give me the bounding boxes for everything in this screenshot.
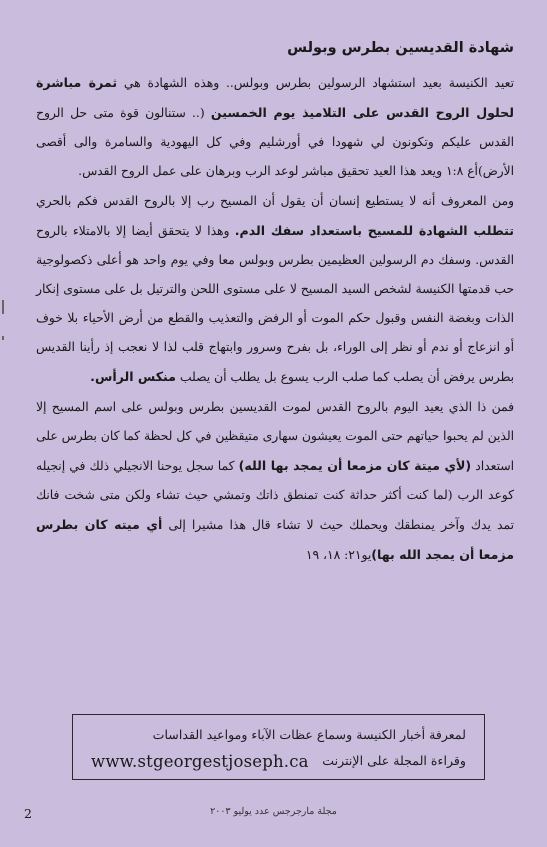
page-number: 2 [24, 806, 32, 821]
footer-caption: مجلة مارجرجس عدد يوليو ٢٠٠٣ [210, 806, 337, 817]
text-segment: كما سجل يوحنا الانجيلي ذلك في إنجيله كوعد الرب (لما كنت أكثر حداثة كنت تمنطق ذاتك وتمشي حيث تشاء ولكن متى شخت فانك تمد يدك وآخر يمنطقك ويحملك حيث لا تشاء قال هذا مشيرا إلى [36, 459, 514, 532]
text-segment: يو٢١: ١٨، ١٩ [305, 548, 372, 562]
emphasized-text: منكس الرأس. [90, 369, 176, 384]
emphasized-text: ثمرة مباشرة لحلول الروح القدس على التلاميذ يوم الخمسين [36, 75, 514, 120]
scan-edge-mark [2, 300, 4, 314]
website-notice-box [72, 714, 485, 780]
text-segment: وهذا لا يتحقق أيضا إلا بالامتلاء بالروح القدس. وسفك دم الرسولين العظيمين بطرس وبولس معا وفي يوم واحد هو أعلى ذكصولوجية حب قدمتها الكنيسة لشخص السيد المسيح لا على مستوى اللحن والترتيل بل على مستوى إنكار الذات وبغضة النفس وقبول حكم الموت أو الرفض والتعذيب والقطع من أرض الأحياء بلا خوف أو انزعاج أو ندم أو نظر إلى الوراء، بل بفرح وسرور وابتهاج قلب لذا لا نعجب إذ رأينا القديس بطرس يرفض أن يصلب كما صلب الرب يسوع بل يطلب أن يصلب [36, 224, 514, 384]
text-segment: تعيد الكنيسة بعيد استشهاد الرسولين بطرس وبولس.. وهذه الشهادة هي [117, 76, 515, 90]
website-link[interactable]: www.stgeorgestjoseph.ca [91, 751, 309, 771]
article-title: شهادة القديسين بطرس وبولس [287, 40, 514, 56]
notice-line-1: لمعرفة أخبار الكنيسة وسماع عظات الآباء ومواعيد القداسات [152, 727, 466, 742]
emphasized-text: (لأي ميتة كان مزمعا أن يمجد بها الله) [238, 458, 472, 473]
article-paragraph-2 [36, 187, 514, 392]
emphasized-text: أي ميته كان بطرس مزمعا أن يمجد الله بها) [36, 517, 514, 562]
article-paragraph-3 [36, 393, 514, 570]
emphasized-text: تتطلب الشهادة للمسيح باستعداد سفك الدم. [234, 223, 514, 238]
text-segment: ومن المعروف أنه لا يستطيع إنسان أن يقول أن المسيح رب إلا بالروح القدس فكم بالحري [36, 194, 514, 208]
article-paragraph-1 [36, 68, 514, 186]
notice-line-2: وقراءة المجلة على الإنترنت [322, 753, 466, 768]
scan-edge-mark [2, 336, 4, 340]
article [36, 28, 514, 571]
text-segment: (.. ستنالون قوة متى حل الروح القدس عليكم وتكونون لي شهودا في أورشليم وفي كل اليهودية والسامرة والى أقصى الأرض)أع ١:٨ ويعد هذا العيد تحقيق مباشر لوعد الرب وبرهان على عمل الروح القدس. [36, 106, 514, 178]
text-segment: فمن ذا الذي يعيد اليوم بالروح القدس لموت القديسين بطرس وبولس على اسم المسيح إلا الذين لم يحبوا حياتهم حتى الموت يعيشون سهارى متيقظين في كل لحظة كما كان بطرس على استعداد [36, 400, 514, 473]
